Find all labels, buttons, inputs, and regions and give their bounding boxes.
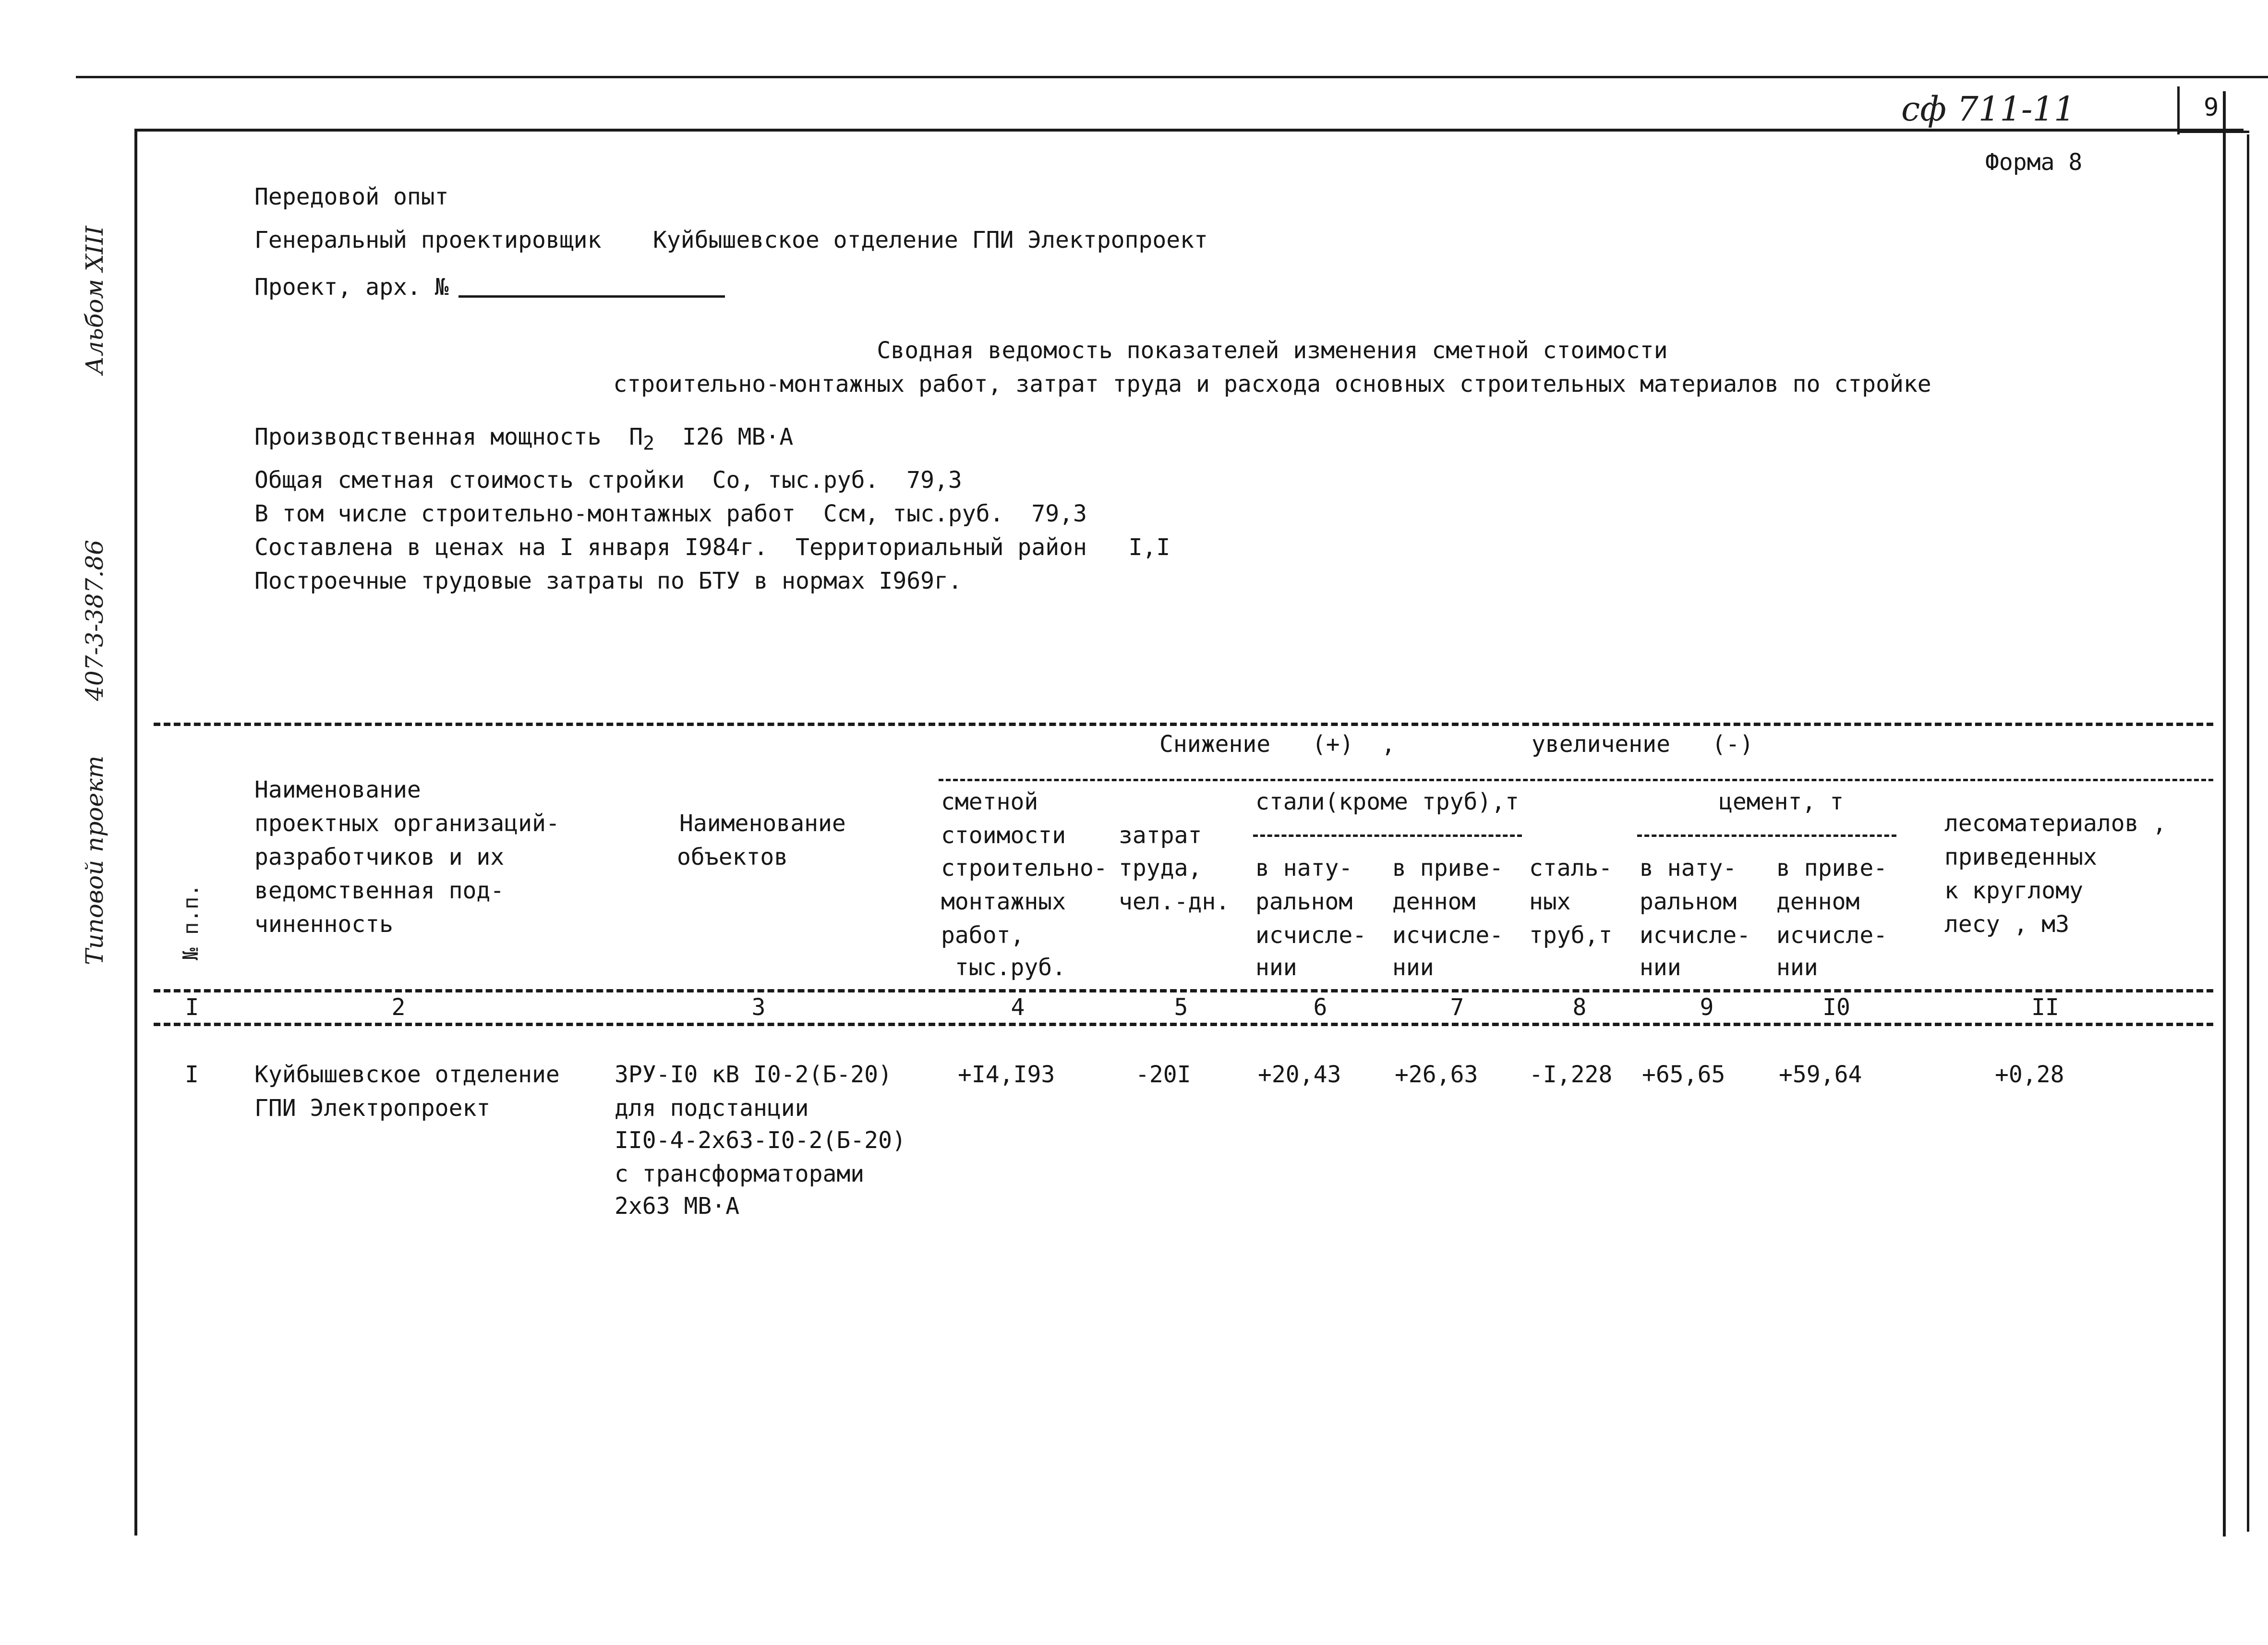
title-line-2: строительно-монтажных работ, затрат труда и расхода основных строительных материалов по стройке [613,371,1931,398]
col9-header-line-1: в нату- [1640,855,1737,882]
group-header-decrease: Снижение (+) , [1159,731,1396,758]
cement-header: цемент, т [1719,788,1844,815]
col2-header-line-5: чиненность [254,911,393,938]
col2-header-line-3: разработчиков и их [254,844,505,871]
col5-header-line-1: затрат [1119,822,1202,849]
col10-header-line-2: денном [1776,888,1860,915]
col-number-11: II [2031,994,2059,1021]
col11-header-line-2: приведенных [1944,844,2097,871]
margin-album: Альбом XIII [81,226,109,375]
row-org-line-1: Куйбышевское отделение [254,1061,560,1088]
col6-header-line-3: исчисле- [1255,922,1367,949]
col10-header-line-4: нии [1776,954,1818,981]
group-header-increase: увеличение (-) [1532,731,1754,758]
row-object-line-4: с трансформаторами [615,1161,865,1187]
col9-header-line-2: ральном [1640,888,1737,915]
sheet-number: 9 [2204,93,2219,122]
col-number-5: 5 [1174,994,1188,1021]
cement-subheader-rule [1637,835,1896,837]
col5-header-line-2: труда, [1119,855,1202,882]
stamp-box-bottom [2177,131,2249,133]
col-number-7: 7 [1450,994,1464,1021]
col3-header-line-2: объектов [677,844,788,871]
col6-header-line-2: ральном [1255,888,1353,915]
top-rule [76,76,2268,78]
margin-project-code: 407-3-387.86 [81,540,109,701]
steel-header: стали(кроме труб),т [1255,788,1520,815]
col5-header-line-3: чел.-дн. [1119,888,1230,915]
row-cement-natural: +65,65 [1642,1061,1725,1088]
group-header-rule [939,779,2213,781]
col-number-3: 3 [751,994,766,1021]
col-number-1: I [185,994,199,1021]
col-number-2: 2 [391,994,406,1021]
col9-header-line-3: исчисле- [1640,922,1751,949]
row-steel-natural: +20,43 [1258,1061,1341,1088]
col7-header-line-2: денном [1392,888,1476,915]
title-line-1: Сводная ведомость показателей изменения сметной стоимости [877,337,1668,364]
col1-header: № п.п. [179,884,203,960]
col-number-6: 6 [1313,994,1327,1021]
capacity-label: Производственная мощность [254,423,602,450]
row-object-line-3: II0-4-2х63-I0-2(Б-20) [615,1127,906,1154]
row-cement-reduced: +59,64 [1779,1061,1862,1088]
col4-header-line-4: монтажных [941,888,1066,915]
col8-header-line-2: ных [1529,888,1571,915]
frame-top [136,129,2244,132]
col-number-4: 4 [1011,994,1025,1021]
row-object-line-5: 2х63 МВ·А [615,1193,740,1220]
header-advanced-experience: Передовой опыт [254,183,449,210]
row-steel-reduced: +26,63 [1395,1061,1478,1088]
col-numbers-bottom-rule [154,1023,2213,1026]
margin-typical-project: Типовой проект [81,755,109,965]
stamp-box-left [2177,86,2180,134]
header-general-designer-label: Генеральный проектировщик [254,227,602,254]
col2-header-line-2: проектных организаций- [254,810,560,837]
info-construction-cost: В том числе строительно-монтажных работ Ссм, тыс.руб. 79,3 [254,500,1087,527]
col10-header-line-1: в приве- [1776,855,1888,882]
info-capacity [254,423,793,458]
col2-header-line-4: ведомственная под- [254,877,505,904]
row-object-line-2: для подстанции [615,1095,809,1122]
header-bottom-rule [154,989,2213,992]
row-number: I [185,1061,199,1088]
col11-header-line-1: лесоматериалов , [1944,810,2167,837]
col7-header-line-1: в приве- [1392,855,1504,882]
col4-header-line-6: тыс.руб. [941,954,1066,981]
frame-left [134,129,137,1536]
capacity-subscript: 2 [643,432,655,455]
frame-right-outer [2223,91,2226,1536]
info-labor-norms: Построечные трудовые затраты по БТУ в нормах I969г. [254,568,962,594]
project-archive-blank-line [458,295,725,298]
frame-right-inner [2247,134,2249,1532]
col7-header-line-3: исчисле- [1392,922,1504,949]
col11-header-line-4: лесу , м3 [1944,911,2070,938]
row-object-line-1: ЗРУ-I0 кВ I0-2(Б-20) [615,1061,892,1088]
form-label: Форма 8 [1985,149,2083,176]
col4-header-line-5: работ, [941,922,1025,949]
steel-subheader-rule [1253,835,1522,837]
header-project-archive: Проект, арх. № [254,274,449,301]
col10-header-line-3: исчисле- [1776,922,1888,949]
col6-header-line-4: нии [1255,954,1297,981]
info-total-cost: Общая сметная стоимость стройки Со, тыс.руб. 79,3 [254,467,962,494]
capacity-value: I26 МВ·А [682,423,794,450]
row-org-line-2: ГПИ Электропроект [254,1095,491,1122]
col-number-9: 9 [1700,994,1714,1021]
col8-header-line-3: труб,т [1529,922,1613,949]
header-general-designer-value: Куйбышевское отделение ГПИ Электропроект [653,227,1208,254]
col4-header-line-2: стоимости [941,822,1066,849]
col-number-10: I0 [1822,994,1850,1021]
capacity-symbol: П [629,423,643,450]
row-timber: +0,28 [1995,1061,2064,1088]
col8-header-line-1: сталь- [1529,855,1613,882]
col4-header-line-1: сметной [941,788,1038,815]
col4-header-line-3: строительно- [941,855,1108,882]
info-price-basis: Составлена в ценах на I января I984г. Территориальный район I,I [254,534,1170,561]
row-labor: -20I [1135,1061,1191,1088]
row-cost: +I4,I93 [958,1061,1055,1088]
col9-header-line-4: нии [1640,954,1681,981]
row-steel-pipes: -I,228 [1529,1061,1613,1088]
col-number-8: 8 [1572,994,1587,1021]
col2-header-line-1: Наименование [254,776,421,803]
table-top-rule [154,723,2213,726]
col7-header-line-4: нии [1392,954,1434,981]
col11-header-line-3: к круглому [1944,877,2083,904]
sheet-code: сф 711-11 [1901,89,2075,129]
col6-header-line-1: в нату- [1255,855,1353,882]
col3-header-line-1: Наименование [679,810,846,837]
